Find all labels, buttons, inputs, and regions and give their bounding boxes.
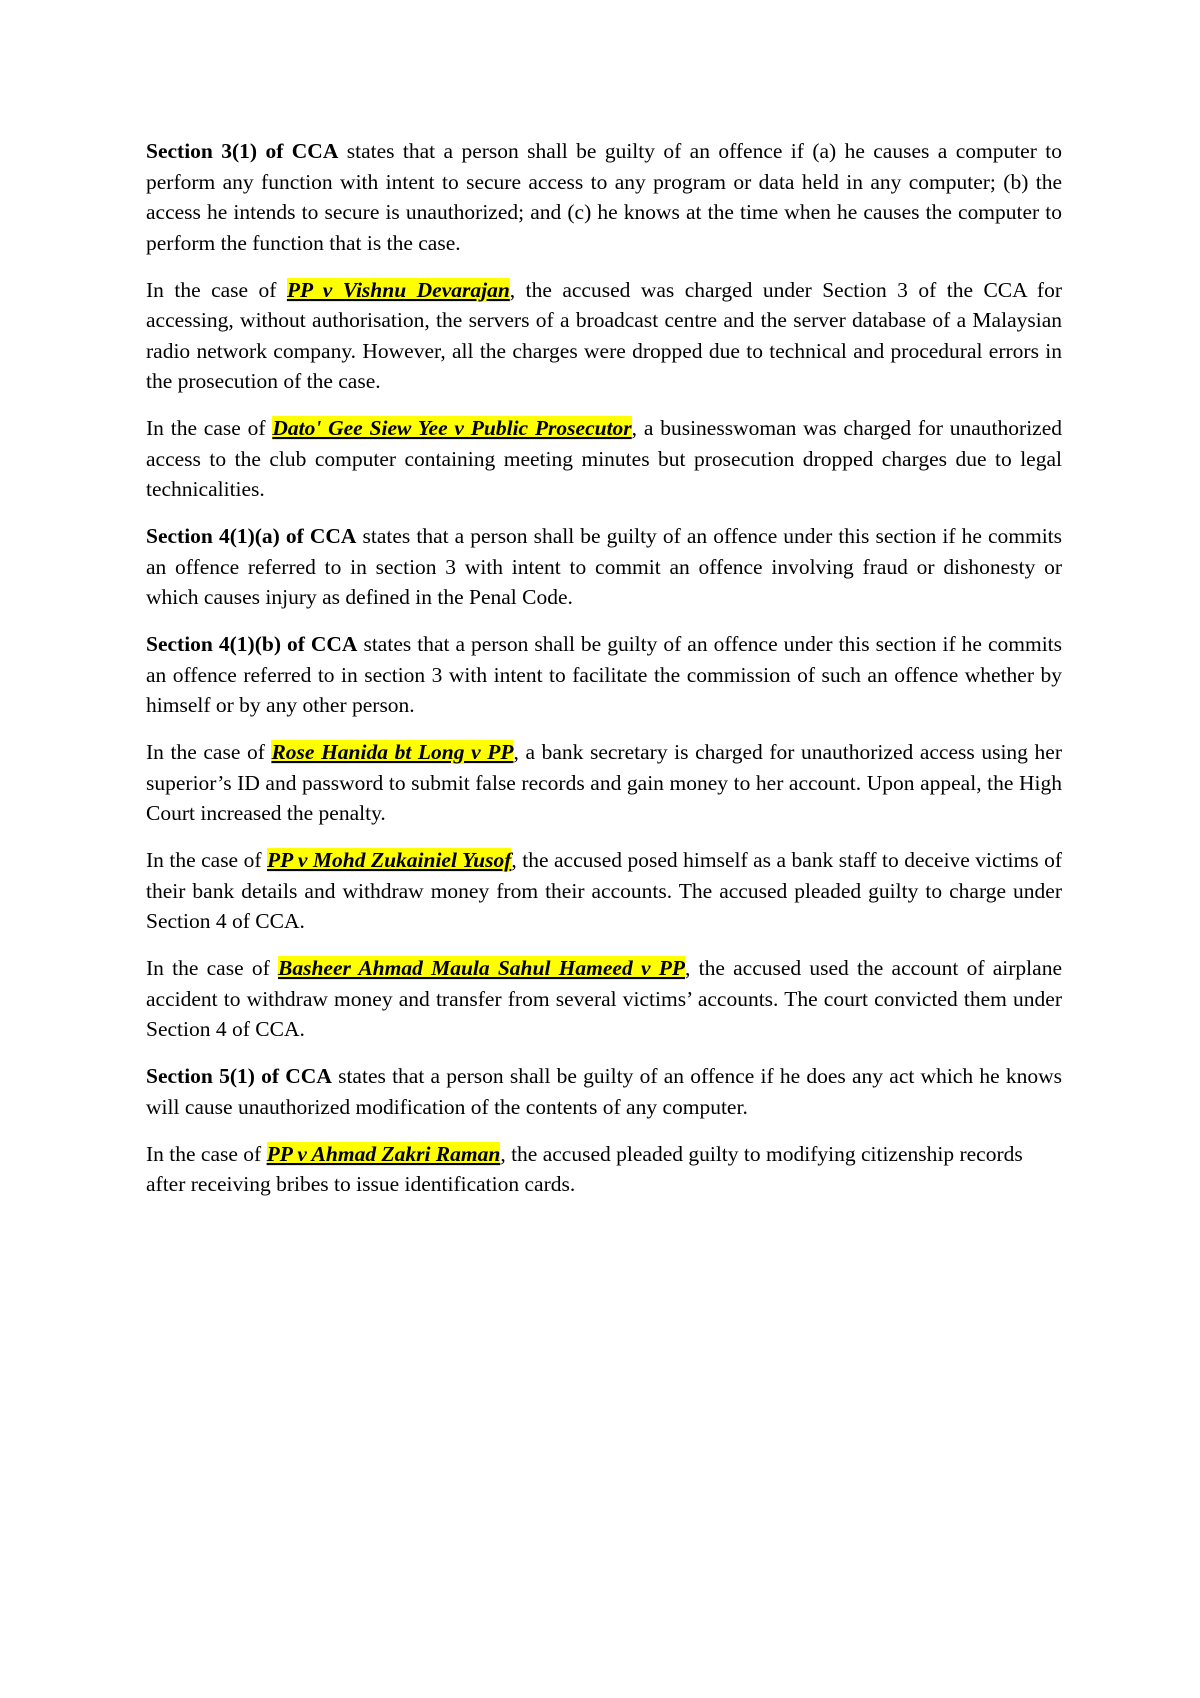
paragraph-prefix: In the case of (146, 848, 267, 872)
paragraph-case-gee-siew-yee (146, 413, 1062, 505)
paragraph-prefix: In the case of (146, 416, 273, 440)
paragraph-text: , the accused was charged under Section 3 of the CCA for accessing, without authorisation, the servers of a broadcast centre and the server database of a Malaysian radio network company. However, all the charges were dropped due to technical and procedural errors in the prosecution of the case. (146, 277, 1062, 393)
paragraph-case-vishnu-devarajan (146, 275, 1062, 397)
case-name-highlight: PP v Vishnu Devarajan (286, 277, 510, 302)
document-page (146, 136, 1062, 1216)
paragraph-case-basheer-ahmad (146, 953, 1062, 1045)
paragraph-text: states that a person shall be guilty of an offence under this section if he commits an offence referred to in section 3 with intent to facilitate the commission of such an offence whether by himself or by any other person. (146, 632, 1063, 717)
paragraph-text: states that a person shall be guilty of an offence if (a) he causes a computer to perform any function with intent to secure access to any program or data held in any computer; (b) the access he intends to secure is unauthorized; and (c) he knows at the time when he causes the computer to perform the function that is the case. (146, 139, 1062, 255)
paragraph-section-5-1 (146, 1061, 1062, 1122)
paragraph-prefix: In the case of (146, 956, 279, 980)
section-reference: Section 5(1) of CCA (146, 1064, 332, 1088)
paragraph-text: states that a person shall be guilty of an offence under this section if he commits an offence referred to in section 3 with intent to commit an offence involving fraud or dishonesty or which causes injury as defined in the Penal Code. (146, 524, 1063, 609)
paragraph-text: , a businesswoman was charged for unauthorized access to the club computer containing meeting minutes but prosecution dropped charges due to legal technicalities. (146, 416, 1063, 501)
paragraph-text: , the accused used the account of airplane accident to withdraw money and transfer from several victims’ accounts. The court convicted them under Section 4 of CCA. (146, 956, 1062, 1041)
case-name-highlight: Rose Hanida bt Long v PP (271, 740, 514, 764)
paragraph-text: , the accused pleaded guilty to modifying citizenship records after receiving bribes to issue identification cards. (146, 1141, 1023, 1196)
section-reference: Section 3(1) of CCA (146, 139, 339, 163)
paragraph-section-3-1 (146, 136, 1062, 258)
case-name-highlight: PP v Mohd Zukainiel Yusof (266, 848, 512, 872)
section-reference: Section 4(1)(b) of CCA (146, 632, 358, 656)
case-name-highlight: Basheer Ahmad Maula Sahul Hameed v PP (278, 956, 685, 980)
paragraph-prefix: In the case of (146, 277, 287, 302)
paragraph-text: , a bank secretary is charged for unauthorized access using her superior’s ID and password to submit false records and gain money to her account. Upon appeal, the High Court increased the penalty. (146, 740, 1062, 825)
paragraph-case-mohd-zukainiel (146, 845, 1062, 937)
paragraph-section-4-1-a (146, 521, 1062, 613)
paragraph-text: states that a person shall be guilty of an offence if he does any act which he knows will cause unauthorized modification of the contents of any computer. (146, 1064, 1062, 1119)
paragraph-case-rose-hanida (146, 737, 1062, 829)
paragraph-prefix: In the case of (146, 740, 272, 764)
case-name-highlight: PP v Ahmad Zakri Raman (266, 1141, 501, 1166)
paragraph-case-ahmad-zakri (146, 1139, 1062, 1200)
section-reference: Section 4(1)(a) of CCA (146, 524, 357, 548)
paragraph-text: , the accused posed himself as a bank staff to deceive victims of their bank details and withdraw money from their accounts. The accused pleaded guilty to charge under Section 4 of CCA. (146, 848, 1062, 933)
case-name-highlight: Dato' Gee Siew Yee v Public Prosecutor (272, 416, 632, 440)
paragraph-section-4-1-b (146, 629, 1062, 721)
paragraph-prefix: In the case of (146, 1141, 267, 1166)
